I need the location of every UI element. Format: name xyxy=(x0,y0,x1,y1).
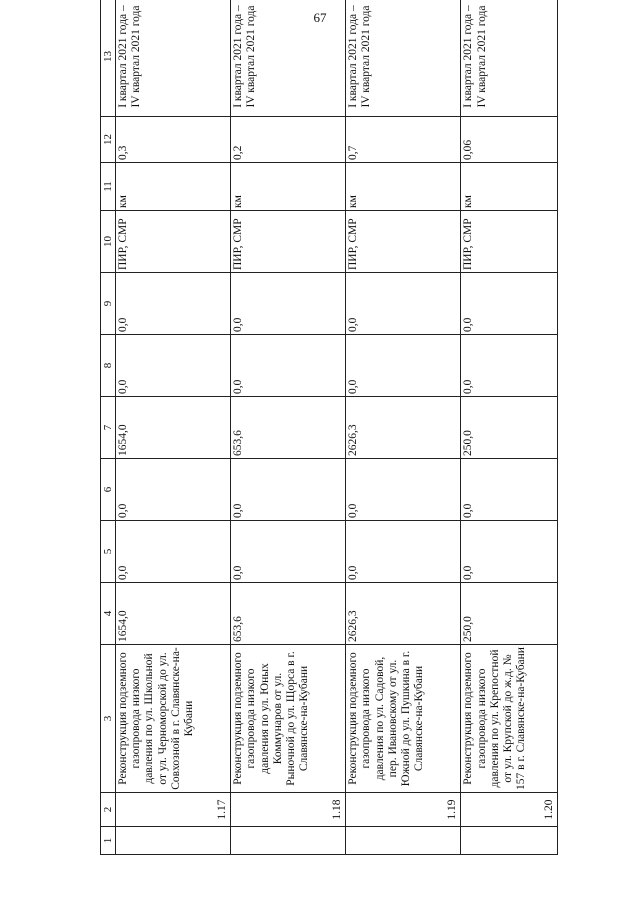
row-number: 1.17 xyxy=(116,793,231,827)
value-col5: 0,0 xyxy=(346,521,461,583)
header-cell: 9 xyxy=(101,273,116,335)
value-total: 2626,3 xyxy=(346,583,461,645)
value-col9: 0,0 xyxy=(461,273,558,335)
quantity: 0,2 xyxy=(231,117,346,163)
object-name: Реконструкция подземного газопровода низкого давления по ул. Юных Коммунаров от ул. Рыночной до ул. Щорса в г. Славянске-на-Кубани xyxy=(231,645,346,793)
row-number: 1.20 xyxy=(461,793,558,827)
header-row xyxy=(101,0,116,855)
header-cell: 6 xyxy=(101,459,116,521)
value-col8: 0,0 xyxy=(231,335,346,397)
quantity: 0,3 xyxy=(116,117,231,163)
object-name: Реконструкция подземного газопровода низкого давления по ул. Крепостной от ул. Крупской до ж.д. № 157 в г. Славянске-на-Кубани xyxy=(461,645,558,793)
unit: км xyxy=(231,163,346,211)
value-col5: 0,0 xyxy=(231,521,346,583)
value-col6: 0,0 xyxy=(461,459,558,521)
value-total: 1654,0 xyxy=(116,583,231,645)
row-cell-col1 xyxy=(116,827,231,855)
value-total: 653,6 xyxy=(231,583,346,645)
header-cell: 10 xyxy=(101,211,116,273)
value-col7: 2626,3 xyxy=(346,397,461,459)
value-col8: 0,0 xyxy=(346,335,461,397)
period: I квартал 2021 года – IV квартал 2021 года xyxy=(231,0,346,117)
value-col7: 653,6 xyxy=(231,397,346,459)
value-total: 250,0 xyxy=(461,583,558,645)
value-col6: 0,0 xyxy=(116,459,231,521)
unit: км xyxy=(116,163,231,211)
period: I квартал 2021 года – IV квартал 2021 года xyxy=(346,0,461,117)
header-cell: 13 xyxy=(101,0,116,117)
value-col9: 0,0 xyxy=(346,273,461,335)
value-col6: 0,0 xyxy=(346,459,461,521)
object-name: Реконструкция подземного газопровода низкого давления по ул. Школьной от ул. Черноморской до ул. Совхозной в г. Славянске-на-Кубани xyxy=(116,645,231,793)
row-cell-col1 xyxy=(231,827,346,855)
header-cell: 4 xyxy=(101,583,116,645)
period: I квартал 2021 года – IV квартал 2021 года xyxy=(461,0,558,117)
row-number: 1.19 xyxy=(346,793,461,827)
table-row xyxy=(116,0,231,855)
value-col9: 0,0 xyxy=(116,273,231,335)
value-col8: 0,0 xyxy=(116,335,231,397)
header-cell: 5 xyxy=(101,521,116,583)
value-col8: 0,0 xyxy=(461,335,558,397)
value-col9: 0,0 xyxy=(231,273,346,335)
header-cell: 2 xyxy=(101,793,116,827)
unit: км xyxy=(461,163,558,211)
table-row xyxy=(346,0,461,855)
rotated-table-container xyxy=(100,5,558,855)
quantity: 0,7 xyxy=(346,117,461,163)
value-col5: 0,0 xyxy=(116,521,231,583)
header-cell: 8 xyxy=(101,335,116,397)
work-type: ПИР, СМР xyxy=(461,211,558,273)
unit: км xyxy=(346,163,461,211)
row-cell-col1 xyxy=(346,827,461,855)
header-cell: 3 xyxy=(101,645,116,793)
page-number: 67 xyxy=(313,10,327,25)
table-row xyxy=(461,0,558,855)
object-name: Реконструкция подземного газопровода низкого давления по ул. Садовой, пер. Ивановскому от ул. Южной до ул. Пушкина в г. Славянске-на-Кубани xyxy=(346,645,461,793)
value-col7: 250,0 xyxy=(461,397,558,459)
value-col5: 0,0 xyxy=(461,521,558,583)
header-cell: 12 xyxy=(101,117,116,163)
work-type: ПИР, СМР xyxy=(346,211,461,273)
work-type: ПИР, СМР xyxy=(231,211,346,273)
value-col6: 0,0 xyxy=(231,459,346,521)
quantity: 0,06 xyxy=(461,117,558,163)
period: I квартал 2021 года – IV квартал 2021 года xyxy=(116,0,231,117)
header-cell: 7 xyxy=(101,397,116,459)
row-number: 1.18 xyxy=(231,793,346,827)
investment-table xyxy=(100,0,558,855)
header-cell: 1 xyxy=(101,827,116,855)
row-cell-col1 xyxy=(461,827,558,855)
value-col7: 1654,0 xyxy=(116,397,231,459)
table-row xyxy=(231,0,346,855)
header-cell: 11 xyxy=(101,163,116,211)
work-type: ПИР, СМР xyxy=(116,211,231,273)
